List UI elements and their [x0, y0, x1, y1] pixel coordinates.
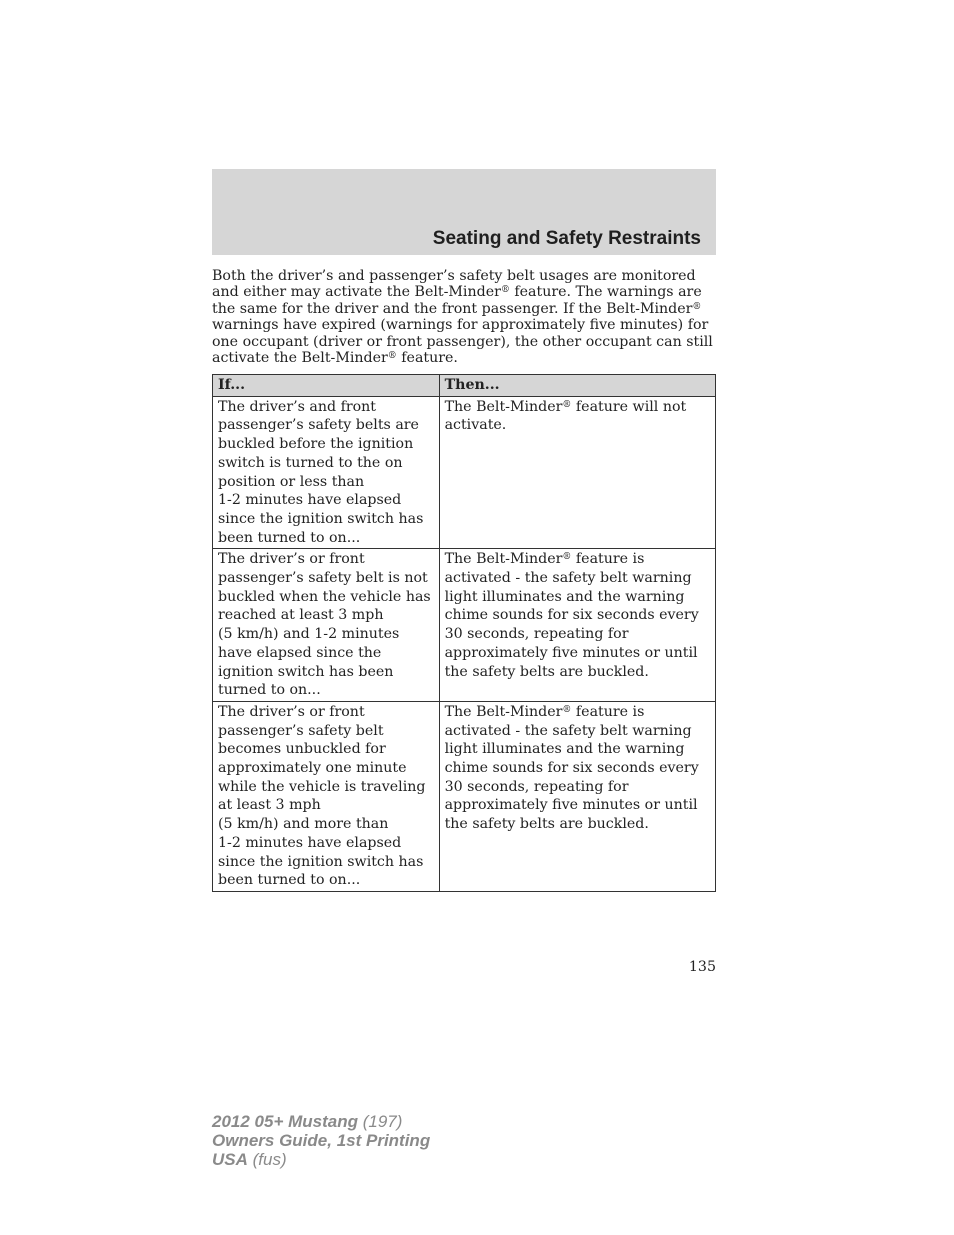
table-row: [213, 396, 716, 549]
table-row: [213, 549, 716, 702]
intro-text-4: feature.: [396, 350, 458, 367]
condition-cell: [213, 701, 440, 891]
result-cell: [439, 549, 715, 702]
result-cell: [439, 701, 715, 891]
footer-line-guide: [212, 1131, 430, 1150]
registered-mark: ®: [562, 552, 572, 563]
table-header-row: [213, 375, 716, 397]
condition-text: The driver’s or front passenger’s safety belt is not buckled when the vehicle has reached at least 3 mph (5 km/h) and 1-2 minutes have elapsed since the ignition switch has been turned to on...: [218, 551, 431, 699]
page-number: 135: [688, 959, 716, 975]
result-suffix: feature will not activate.: [444, 398, 687, 434]
registered-mark: ®: [500, 285, 510, 296]
section-header-band: [212, 169, 716, 255]
footer-model-code: (197): [358, 1112, 403, 1131]
condition-cell: [213, 549, 440, 702]
result-prefix: The Belt-Minder: [444, 398, 563, 415]
intro-text-2: feature. The warnings are the same for the driver and the front passenger. If the Belt-Minder: [212, 284, 702, 317]
result-suffix: feature is activated - the safety belt warning light illuminates and the warning chime sounds for six seconds every 30 seconds, repeating for approximately five minutes or until the safety belts are buckled.: [444, 703, 699, 833]
result-prefix: The Belt-Minder: [444, 551, 563, 568]
footer-line-model: [212, 1112, 430, 1131]
footer-model: 2012 05+ Mustang: [212, 1112, 358, 1131]
result-cell: [439, 396, 715, 549]
result-text: [445, 551, 699, 679]
footer-market: USA: [212, 1150, 248, 1169]
registered-mark: ®: [387, 351, 397, 362]
footer-market-code: (fus): [247, 1150, 287, 1169]
result-prefix: The Belt-Minder: [444, 703, 563, 720]
registered-mark: ®: [562, 399, 572, 410]
belt-minder-table: [212, 374, 716, 892]
registered-mark: ®: [692, 301, 702, 312]
footer-line-market: [212, 1150, 430, 1169]
intro-text-3: warnings have expired (warnings for approximately five minutes) for one occupant (driver or front passenger), the other occupant can still activate the Belt-Minder: [212, 317, 713, 367]
registered-mark: ®: [562, 704, 572, 715]
footer-guide: Owners Guide, 1st Printing: [212, 1131, 431, 1150]
result-text: [445, 704, 699, 832]
result-text: [445, 399, 687, 434]
column-header-if: If...: [213, 375, 440, 397]
condition-text: The driver’s or front passenger’s safety belt becomes unbuckled for approximately one minute while the vehicle is traveling at least 3 mph (5 km/h) and more than 1-2 minutes have elapsed since the ignition switch has been turned to on...: [218, 703, 426, 889]
column-header-then: Then...: [439, 375, 715, 397]
document-footer: [212, 1112, 430, 1169]
table-row: [213, 701, 716, 891]
condition-cell: [213, 396, 440, 549]
section-title: Seating and Safety Restraints: [432, 228, 701, 249]
result-suffix: feature is activated - the safety belt warning light illuminates and the warning chime sounds for six seconds every 30 seconds, repeating for approximately five minutes or until the safety belts are buckled.: [444, 551, 699, 680]
intro-paragraph: [212, 268, 716, 366]
condition-text: The driver’s and front passenger’s safety belts are buckled before the ignition switch is turned to the on position or less than 1-2 minutes have elapsed since the ignition switch has been turned to on...: [218, 398, 424, 546]
intro-text-1: Both the driver’s and passenger’s safety belt usages are monitored and either may activate the Belt-Minder: [212, 268, 696, 301]
